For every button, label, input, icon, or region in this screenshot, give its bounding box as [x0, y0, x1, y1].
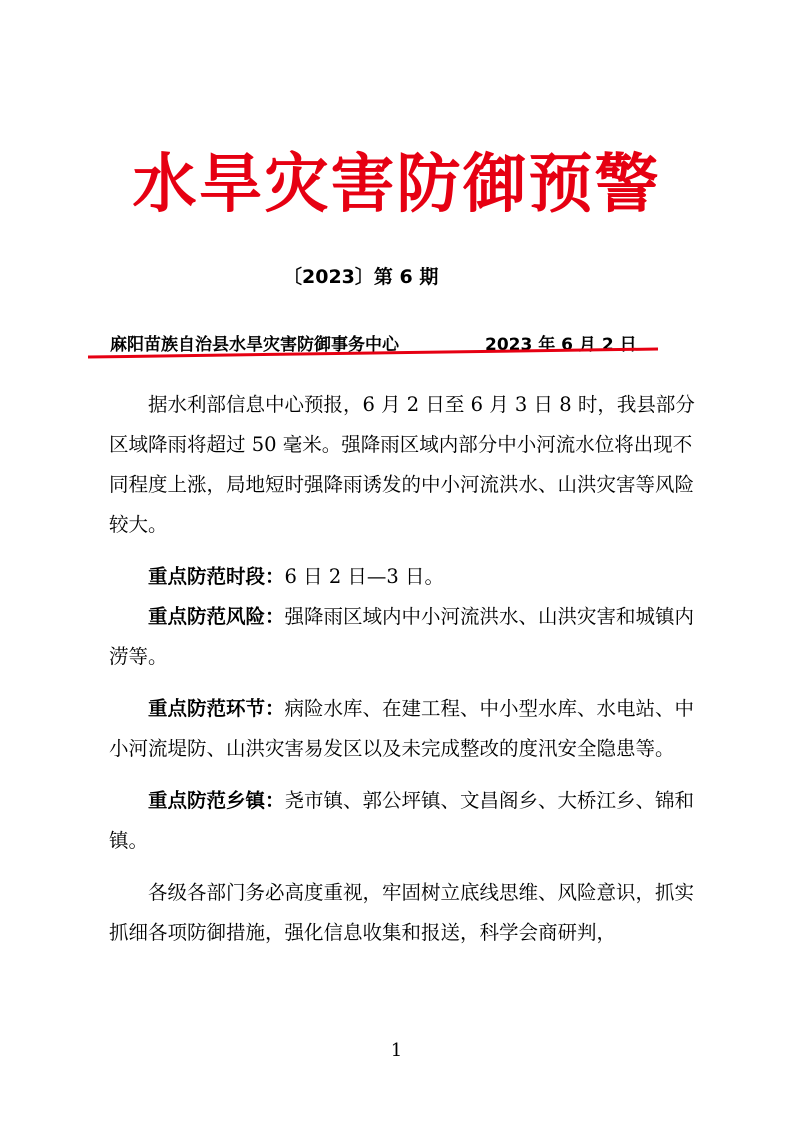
paragraph-text: 强降雨区域内中小河流洪水、山洪灾害和城镇内涝等。: [109, 605, 695, 668]
paragraph-key-period: [109, 557, 699, 597]
paragraph-lead: 重点防范乡镇：: [148, 789, 285, 812]
red-rule-line: [88, 349, 658, 357]
paragraph-text: 尧市镇、郭公坪镇、文昌阁乡、大桥江乡、锦和镇。: [109, 789, 695, 852]
paragraph-lead: 重点防范时段：: [148, 565, 285, 588]
issuing-organization: 麻阳苗族自治县水旱灾害防御事务中心: [110, 335, 399, 355]
paragraph-text: 6 日 2 日—3 日。: [284, 565, 445, 588]
paragraph-lead: 重点防范风险：: [148, 605, 285, 628]
paragraph-text: 各级各部门务必高度重视，牢固树立底线思维、风险意识，抓实抓细各项防御措施，强化信息收集和报送，科学会商研判，: [109, 881, 695, 944]
document-title: 水旱灾害防御预警: [132, 148, 661, 222]
paragraph-lead: 重点防范环节：: [148, 697, 285, 720]
red-header-rule: [88, 346, 658, 360]
document-body: [109, 385, 699, 953]
paragraph-forecast: [109, 385, 699, 545]
paragraph-requirements: [109, 873, 699, 953]
issue-number: 〔2023〕第 6 期: [283, 266, 439, 288]
paragraph-key-risks: [109, 597, 699, 677]
paragraph-key-links: [109, 689, 699, 769]
paragraph-text: 病险水库、在建工程、中小型水库、水电站、中小河流堤防、山洪灾害易发区以及未完成整改的度汛安全隐患等。: [109, 697, 695, 760]
page-number: 1: [390, 1040, 403, 1061]
issue-date: 2023 年 6 月 2 日: [485, 335, 637, 355]
paragraph-key-towns: [109, 781, 699, 861]
paragraph-text: 据水利部信息中心预报，6 月 2 日至 6 月 3 日 8 时，我县部分区域降雨将超过 50 毫米。强降雨区域内部分中小河流水位将出现不同程度上涨，局地短时强降雨诱发的中小河流洪水、山洪灾害等风险较大。: [109, 393, 695, 536]
